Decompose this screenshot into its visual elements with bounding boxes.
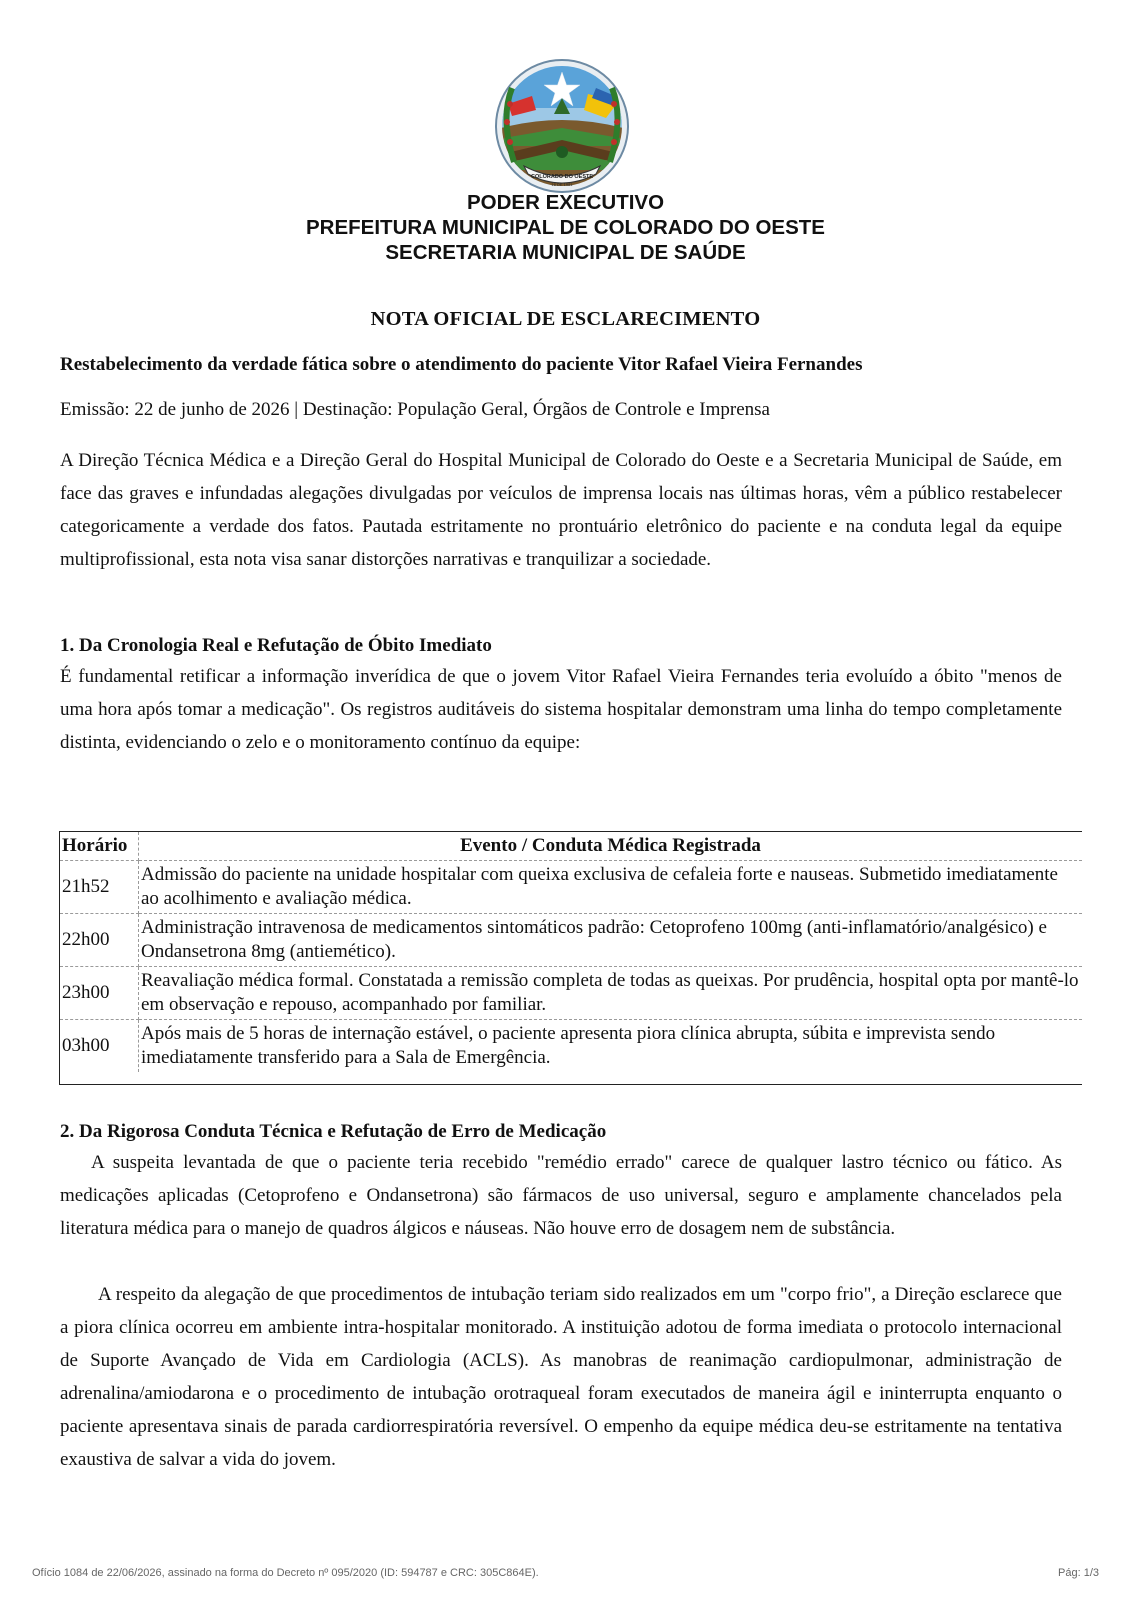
table-row <box>60 967 1082 1020</box>
table-header-row <box>60 832 1082 861</box>
row-event: Admissão do paciente na unidade hospitalar com queixa exclusiva de cefaleia forte e nauseas. Submetido imediatamente ao acolhimento e avaliação médica. <box>139 861 1083 914</box>
row-event: Após mais de 5 horas de internação estável, o paciente apresenta piora clínica abrupta, súbita e imprevista sendo imediatamente transferido para a Sala de Emergência. <box>141 1023 996 1068</box>
section2-title: 2. Da Rigorosa Conduta Técnica e Refutação de Erro de Medicação <box>60 1121 607 1142</box>
column-header-time: Horário <box>60 832 139 861</box>
document-subject: Restabelecimento da verdade fática sobre o atendimento do paciente Vitor Rafael Vieira Fernandes <box>60 354 863 375</box>
row-time: 21h52 <box>60 861 139 914</box>
section2-paragraph-2: A respeito da alegação de que procedimentos de intubação teriam sido realizados em um "corpo frio", a Direção esclarece que a piora clínica ocorreu em ambiente intra-hospitalar monitorado. A instituição adotou de forma imediata o protocolo internacional de Suporte Avançado de Vida em Cardiologia (ACLS). As manobras de reanimação cardiopulmonar, administração de adrenalina/amiodarona e o procedimento de intubação orotraqueal foram executados de maneira ágil e ininterrupta enquanto o paciente apresentava sinais de parada cardiorrespiratória reversível. O empenho da equipe médica deu-se estritamente na tentativa exaustiva de salvar a vida do jovem. <box>60 1284 1062 1470</box>
header-line-prefecture: PREFEITURA MUNICIPAL DE COLORADO DO OESTE <box>306 216 825 239</box>
row-time: 23h00 <box>60 967 139 1020</box>
column-header-event: Evento / Conduta Médica Registrada <box>139 832 1083 861</box>
seal-date: 16 DE 1981 <box>551 182 573 187</box>
table-row <box>60 861 1082 914</box>
document-emission: Emissão: 22 de junho de 2026 | Destinação: População Geral, Órgãos de Controle e Imprensa <box>60 399 770 420</box>
section1-title: 1. Da Cronologia Real e Refutação de Óbito Imediato <box>60 635 492 656</box>
document-title: NOTA OFICIAL DE ESCLARECIMENTO <box>370 308 761 330</box>
municipal-seal-logo <box>494 58 630 194</box>
section1-paragraph: É fundamental retificar a informação inverídica de que o jovem Vitor Rafael Vieira Fernandes teria evoluído a óbito "menos de uma hora após tomar a medicação". Os registros auditáveis do sistema hospitalar demonstram uma linha do tempo completamente distinta, evidenciando o zelo e o monitoramento contínuo da equipe: <box>60 666 1062 753</box>
seal-text: COLORADO DO OESTE <box>530 174 594 180</box>
row-time: 03h00 <box>60 1020 139 1073</box>
header-line-executive: PODER EXECUTIVO <box>466 191 665 214</box>
table-row <box>60 914 1082 967</box>
intro-paragraph: A Direção Técnica Médica e a Direção Geral do Hospital Municipal de Colorado do Oeste e a Secretaria Municipal de Saúde, em face das graves e infundadas alegações divulgadas por veículos de imprensa locais nas últimas horas, vêm a público restabelecer categoricamente a verdade dos fatos. Pautada estritamente no prontuário eletrônico do paciente e na conduta legal da equipe multiprofissional, esta nota visa sanar distorções narrativas e tranquilizar a sociedade. <box>60 450 1062 570</box>
row-event: Reavaliação médica formal. Constatada a remissão completa de todas as queixas. Por prudência, hospital opta por mantê-lo em observação e repouso, acompanhado por familiar. <box>139 967 1083 1020</box>
footer-page-number: Pág: 1/3 <box>1058 1567 1099 1579</box>
footer-signature-note: Ofício 1084 de 22/06/2026, assinado na forma do Decreto nº 095/2020 (ID: 594787 e CRC: 305C864E). <box>32 1567 539 1579</box>
row-event: Administração intravenosa de medicamentos sintomáticos padrão: Cetoprofeno 100mg (anti-inflamatório/analgésico) e Ondansetrona 8mg (antiemético). <box>139 914 1083 967</box>
section2-paragraph-1: A suspeita levantada de que o paciente teria recebido "remédio errado" carece de qualquer lastro técnico ou fático. As medicações aplicadas (Cetoprofeno e Ondansetrona) são fármacos de uso universal, seguro e amplamente chancelados pela literatura médica para o manejo de quadros álgicos e náuseas. Não houve erro de dosagem nem de substância. <box>60 1152 1062 1239</box>
header-line-secretariat: SECRETARIA MUNICIPAL DE SAÚDE <box>385 241 746 264</box>
table-row <box>60 1020 1082 1073</box>
row-time: 22h00 <box>60 914 139 967</box>
timeline-table <box>60 832 1082 1072</box>
